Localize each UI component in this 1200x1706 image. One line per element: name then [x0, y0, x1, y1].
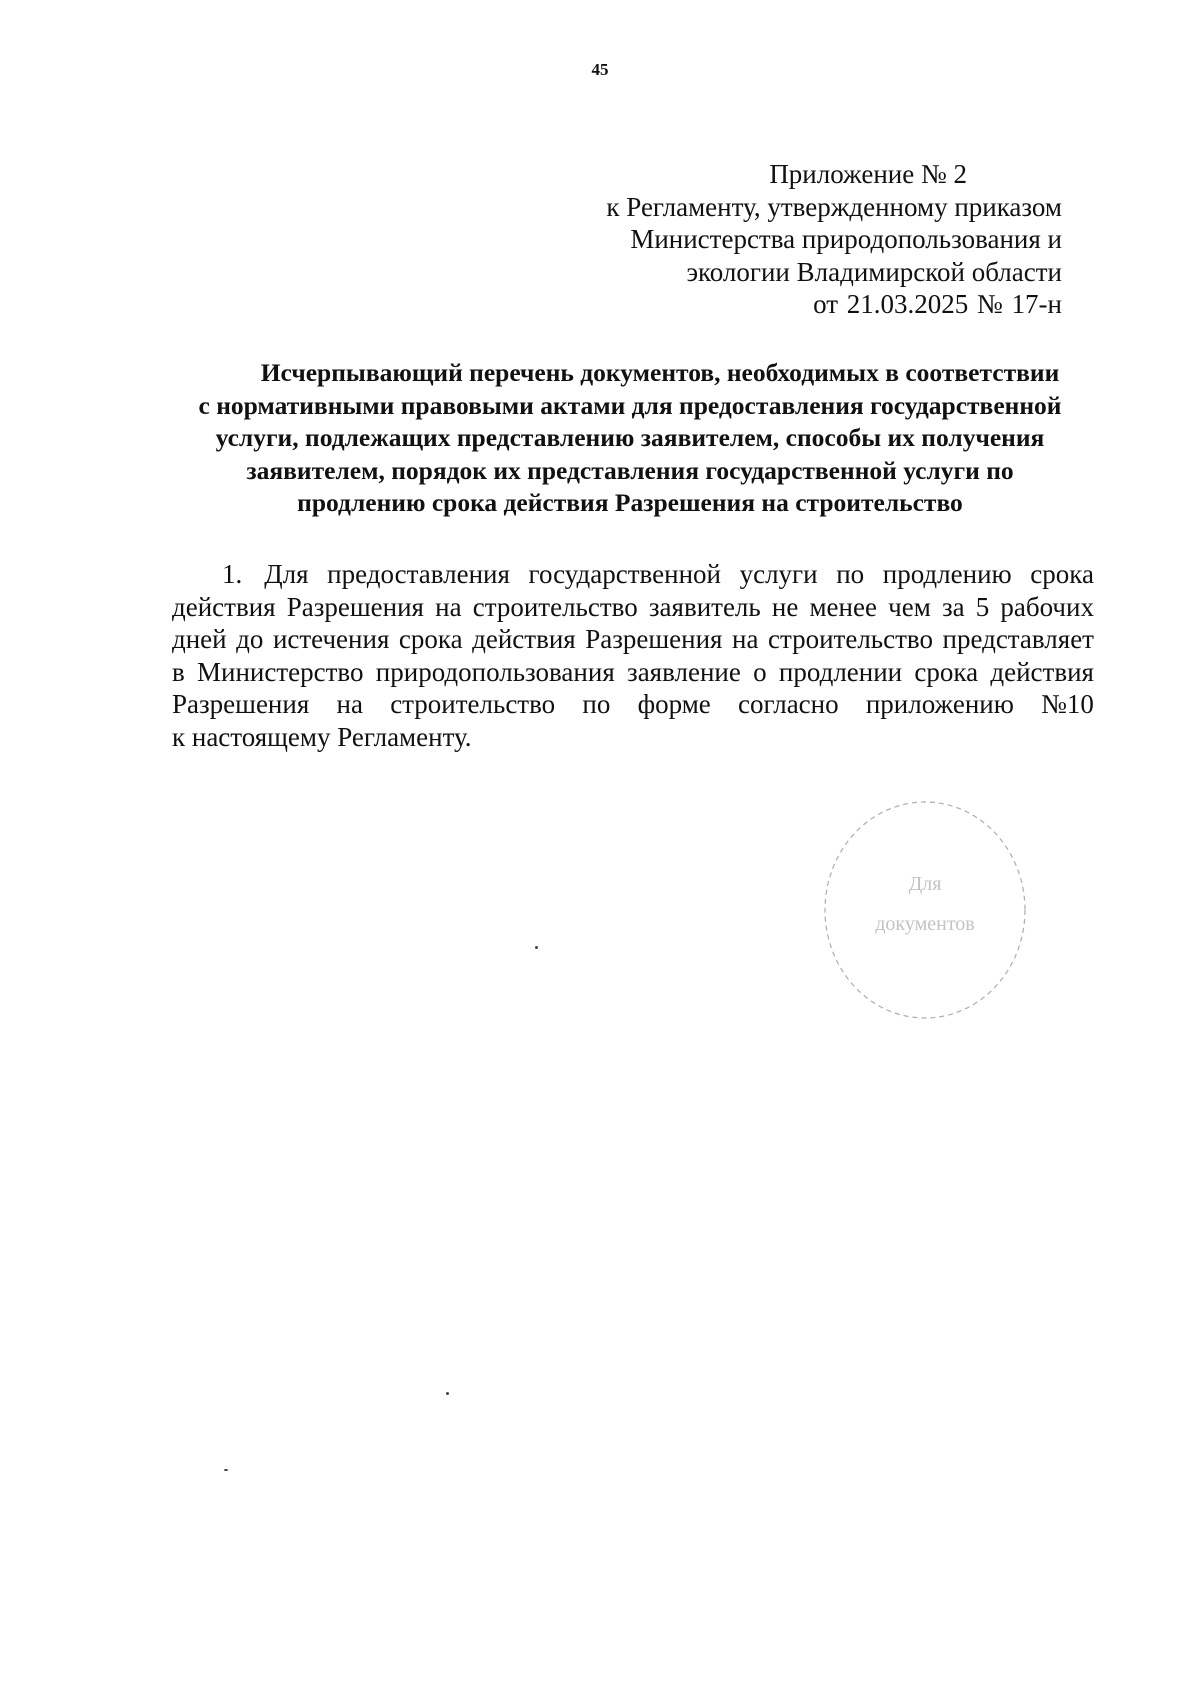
word: рабочих — [1000, 591, 1094, 622]
scan-speck — [446, 1392, 449, 1395]
paragraph-line — [172, 688, 1094, 721]
word: на — [732, 624, 759, 654]
title-line: услуги, подлежащих представлению заявителем, способы их получения — [215, 423, 1045, 452]
word: чем — [888, 591, 931, 622]
word: действия — [990, 656, 1094, 687]
word: природопользования — [375, 656, 615, 687]
word: срока — [1030, 559, 1094, 589]
word: заявление — [627, 656, 741, 687]
title-line: с нормативными правовыми актами для предоставления государственной — [198, 390, 1062, 420]
document-title — [168, 357, 1092, 520]
word: действия — [172, 591, 276, 622]
word: на — [435, 591, 462, 622]
word: действия — [472, 624, 576, 654]
word: Для — [264, 559, 309, 589]
word: 5 — [975, 591, 990, 622]
word: срока — [398, 624, 463, 654]
word: не — [771, 591, 799, 622]
page-number: 45 — [591, 60, 609, 79]
word: в — [172, 656, 185, 687]
paragraph-line — [172, 591, 1094, 624]
word: строительство — [472, 591, 638, 622]
word: по — [836, 559, 865, 589]
word: продлению — [882, 559, 1012, 589]
word: строительство — [390, 689, 556, 719]
appendix-ministry: Министерства природопользования и — [630, 224, 1062, 254]
paragraph-text — [264, 558, 1094, 591]
title-line: Исчерпывающий перечень документов, необходимых в соответствии — [260, 358, 1060, 387]
paragraph-line-1 — [172, 558, 1094, 591]
appendix-label: Приложение № 2 — [769, 159, 967, 189]
word: срока — [914, 656, 979, 687]
word: строительство — [767, 624, 933, 654]
appendix-regulation-ref: к Регламенту, утвержденному приказом — [606, 191, 1062, 222]
item-number: 1. — [222, 559, 243, 589]
word: по — [582, 689, 611, 719]
word: Министерство — [197, 656, 364, 687]
word: услуги — [739, 559, 818, 589]
appendix-date-number: от 21.03.2025 № 17-н — [813, 289, 1062, 319]
paragraph-line — [172, 623, 1094, 656]
stamp-text-bottom: документов — [875, 913, 975, 935]
word: на — [336, 689, 363, 719]
faint-stamp — [815, 790, 1035, 1030]
stamp-text-top: Для — [908, 873, 942, 895]
scan-speck — [535, 946, 538, 949]
word: форме — [637, 689, 711, 719]
body-paragraph — [172, 558, 1094, 753]
word: представляет — [942, 624, 1094, 654]
title-line: заявителем, порядок их представления государственной услуги по — [246, 455, 1014, 485]
word: истечения — [272, 624, 390, 654]
word: Разрешения — [172, 689, 310, 719]
word: Разрешения — [585, 624, 723, 654]
word: продлении — [778, 656, 903, 687]
word: №10 — [1041, 689, 1094, 719]
word: Разрешения — [286, 591, 424, 622]
paragraph-line — [172, 656, 1094, 689]
appendix-header — [606, 158, 1062, 321]
word: приложению — [865, 689, 1014, 719]
title-line: продлению срока действия Разрешения на строительство — [297, 488, 963, 517]
word: дней — [172, 624, 227, 654]
word: за — [941, 591, 965, 622]
scan-speck — [224, 1469, 228, 1471]
word: предоставления — [327, 559, 510, 589]
word: до — [236, 624, 264, 654]
appendix-region: экологии Владимирской области — [686, 256, 1062, 287]
word: менее — [809, 591, 877, 622]
paragraph-line: к настоящему Регламенту. — [172, 721, 472, 752]
word: согласно — [738, 689, 839, 719]
word: государственной — [528, 559, 721, 589]
word: заявитель — [648, 591, 761, 622]
word: о — [753, 656, 767, 687]
